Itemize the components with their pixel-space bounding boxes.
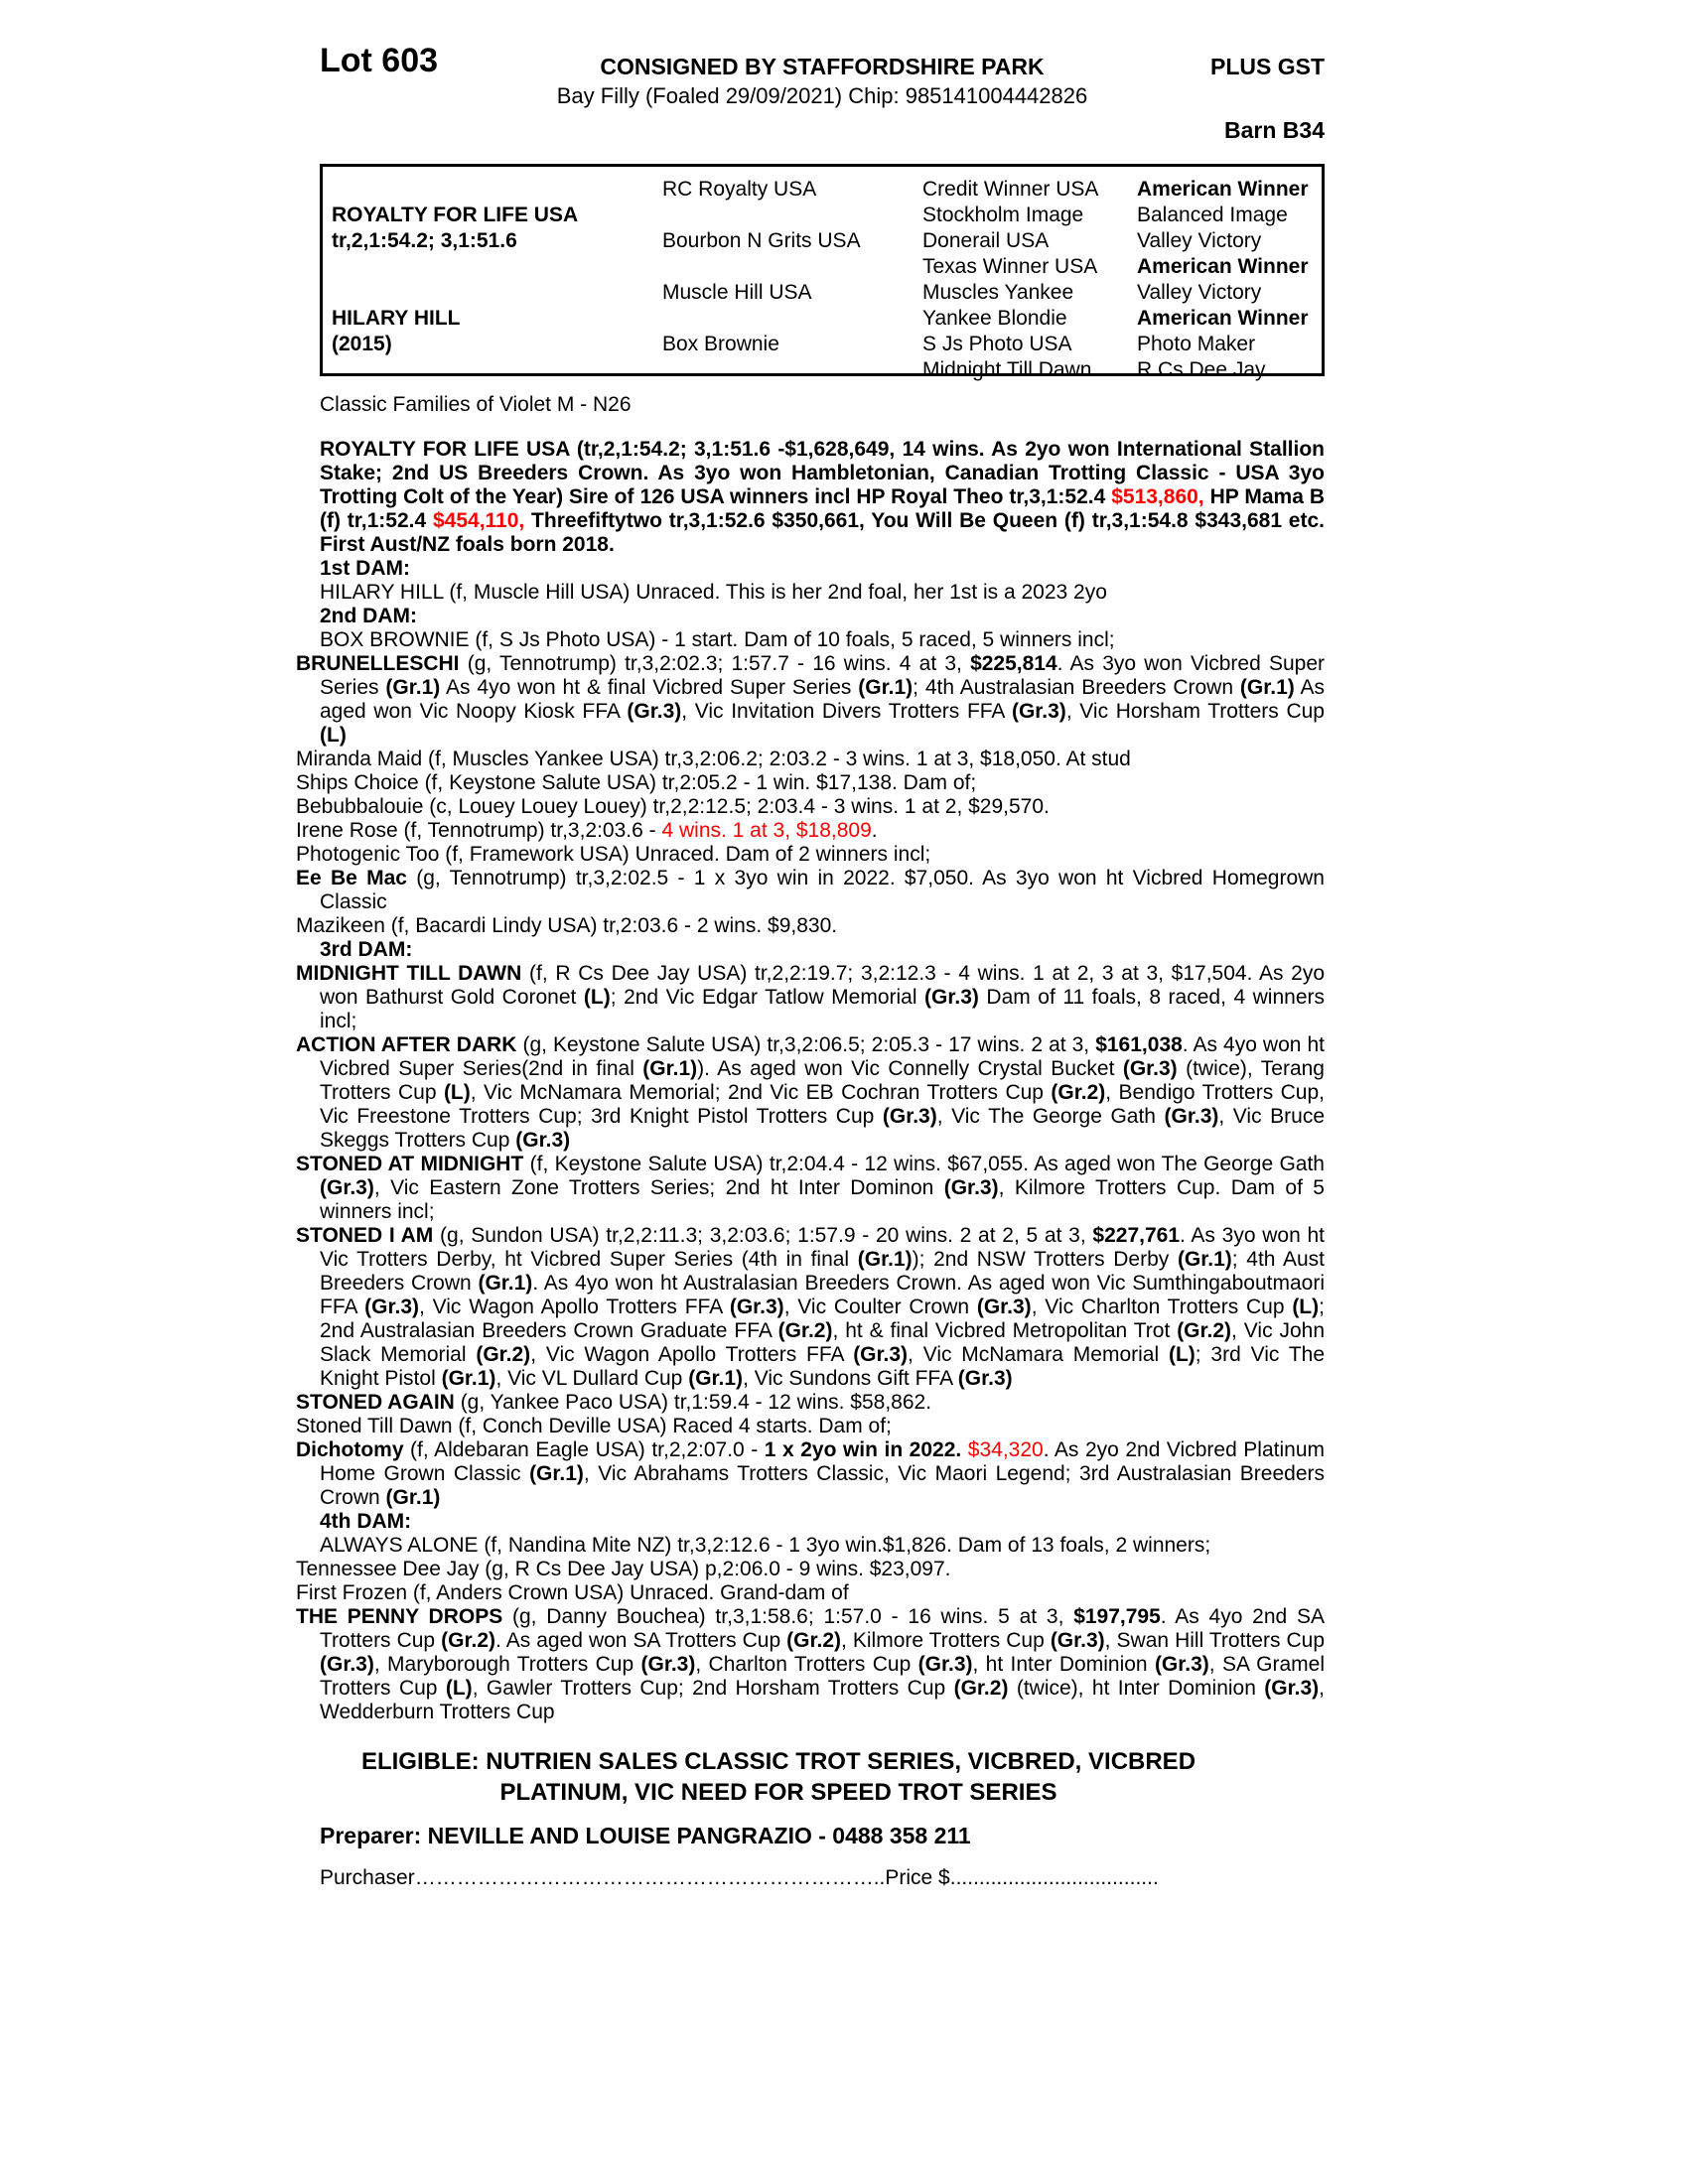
- dam3-heading: [320, 938, 1325, 962]
- bold-text: Ee Be Mac: [296, 867, 407, 889]
- text-run: . As 2yo 2nd Vicbred Platinum Home Grown Classic: [320, 1438, 1325, 1485]
- bold-text: (Gr.2): [1177, 1319, 1232, 1342]
- bold-text: (L): [1168, 1343, 1196, 1366]
- text-run: . As 4yo 2nd SA Trotters Cup: [320, 1605, 1325, 1652]
- text-run: , Swan Hill Trotters Cup: [1104, 1629, 1325, 1652]
- bold-text: (Gr.3): [917, 1653, 973, 1676]
- text-run: , Vic Bruce Skeggs Trotters Cup: [320, 1105, 1325, 1152]
- progeny-irene-rose: [296, 819, 1325, 843]
- bold-text: Dichotomy: [296, 1438, 404, 1461]
- bold-text: (Gr.1): [478, 1272, 533, 1295]
- dam1-heading: [320, 557, 1325, 581]
- bold-text: STONED AT MIDNIGHT: [296, 1153, 524, 1175]
- bold-text: (L): [1292, 1296, 1320, 1318]
- text-run: Irene Rose (f, Tennotrump) tr,3,2:03.6 -: [296, 819, 662, 842]
- text-run: . As 3yo won ht Vic Trotters Derby, ht Vicbred Super Series (4th in final: [320, 1224, 1326, 1271]
- progeny-the-penny-drops: [296, 1605, 1326, 1724]
- text-run: (twice), Terang Trotters Cup: [320, 1057, 1325, 1104]
- bold-text: $161,038: [1095, 1033, 1183, 1056]
- text-run: , Vic Charlton Trotters Cup: [1031, 1296, 1293, 1318]
- bold-text: (Gr.1): [1239, 676, 1295, 699]
- dam3-entry: [296, 962, 1326, 1033]
- gen4-ancestor: Valley Victory: [1137, 229, 1262, 252]
- gen4-ancestor: American Winner: [1137, 255, 1309, 278]
- sire-summary: [320, 438, 1325, 557]
- text-run: ). As aged won Vic Connelly Crystal Bucket: [697, 1057, 1123, 1080]
- eligibility-line-2: PLATINUM, VIC NEED FOR SPEED TROT SERIES: [499, 1779, 1057, 1806]
- text-run: Photogenic Too (f, Framework USA) Unraced. Dam of 2 winners incl;: [296, 843, 931, 866]
- gen2-ancestor: Muscle Hill USA: [662, 281, 812, 304]
- progeny-bebubbalouie: [296, 795, 1325, 819]
- highlighted-text: $454,110,: [432, 509, 525, 532]
- text-run: , Charlton Trotters Cup: [695, 1653, 918, 1676]
- text-run: , Bendigo Trotters Cup, Vic Freestone Trotters Cup; 3rd Knight Pistol Trotters Cup: [320, 1081, 1325, 1128]
- gen3-ancestor: Texas Winner USA: [922, 255, 1098, 278]
- bold-text: (Gr.3): [320, 1176, 374, 1199]
- text-run: (f, Keystone Salute USA) tr,2:04.4 - 12 wins. $67,055. As aged won The George Gath: [523, 1153, 1325, 1175]
- eligibility-note: [320, 1746, 1237, 1808]
- preparer-line: Preparer: NEVILLE AND LOUISE PANGRAZIO - 0488 358 211: [320, 1823, 971, 1848]
- bold-text: BRUNELLESCHI: [296, 652, 460, 675]
- progeny-ee-be-mac: [296, 867, 1325, 914]
- progeny-dichotomy: [296, 1438, 1325, 1510]
- text-run: , Maryborough Trotters Cup: [373, 1653, 641, 1676]
- gen2-ancestor: Box Brownie: [662, 333, 779, 355]
- dam1-entry: [320, 581, 1325, 605]
- barn-number: Barn B34: [1224, 117, 1325, 143]
- bold-text: (Gr.1): [858, 676, 914, 699]
- text-run: , Vic Abrahams Trotters Classic, Vic Maori Legend; 3rd Australasian Breeders Crown: [320, 1462, 1325, 1509]
- highlighted-text: $34,320: [967, 1438, 1044, 1461]
- text-run: , Vic Eastern Zone Trotters Series; 2nd ht Inter Dominon: [373, 1176, 944, 1199]
- bold-text: (L): [583, 986, 611, 1009]
- text-run: Bebubbalouie (c, Louey Louey Louey) tr,2,2:12.5; 2:03.4 - 3 wins. 1 at 2, $29,570.: [296, 795, 1050, 818]
- bold-text: (Gr.2): [441, 1629, 495, 1652]
- text-run: BOX BROWNIE (f, S Js Photo USA) - 1 start. Dam of 10 foals, 5 raced, 5 winners incl;: [320, 628, 1115, 651]
- text-run: . As 4yo won ht Australasian Breeders Crown. As aged won Vic Sumthingaboutmaori FFA: [320, 1272, 1325, 1318]
- bold-text: (Gr.3): [943, 1176, 999, 1199]
- text-run: (g, Tennotrump) tr,3,2:02.5 - 1 x 3yo win in 2022. $7,050. As 3yo won ht Vicbred Homegrown Classic: [320, 867, 1325, 913]
- progeny-mazikeen: [296, 914, 1325, 938]
- progeny-stoned-till-dawn: [296, 1415, 1325, 1438]
- bold-text: (Gr.1): [1177, 1248, 1232, 1271]
- text-run: ALWAYS ALONE (f, Nandina Mite NZ) tr,3,2:12.6 - 1 3yo win.$1,826. Dam of 13 foals, 2 winners;: [320, 1534, 1211, 1557]
- text-run: ; 2nd Vic Edgar Tatlow Memorial: [610, 986, 925, 1009]
- text-run: . As aged won SA Trotters Cup: [495, 1629, 787, 1652]
- sire-name: ROYALTY FOR LIFE USA: [332, 204, 579, 226]
- dam2-heading: [320, 605, 1325, 628]
- bold-text: (Gr.3): [729, 1296, 784, 1318]
- bold-text: (Gr.1): [441, 1367, 496, 1390]
- bold-text: (Gr.3): [1050, 1629, 1105, 1652]
- bold-text: (Gr.1): [385, 676, 441, 699]
- bold-text: (Gr.2): [1051, 1081, 1106, 1104]
- progeny-brunelleschi: [296, 652, 1325, 748]
- text-run: . As 3yo won Vicbred Super Series: [320, 652, 1325, 699]
- gen3-ancestor: Donerail USA: [922, 229, 1050, 252]
- text-run: ; 4th Aust Breeders Crown: [320, 1248, 1325, 1295]
- bold-text: (Gr.3): [976, 1296, 1032, 1318]
- bold-text: (Gr.3): [1264, 1677, 1320, 1700]
- text-run: (f, R Cs Dee Jay USA) tr,2,2:19.7; 3,2:12.3 - 4 wins. 1 at 2, 3 at 3, $17,504. As 2yo won Bathurst Gold Coronet: [320, 962, 1326, 1009]
- dam2-entry: [320, 628, 1325, 652]
- bold-text: (Gr.3): [320, 1653, 374, 1676]
- text-run: , Vic McNamara Memorial; 2nd Vic EB Cochran Trotters Cup: [470, 1081, 1052, 1104]
- text-run: (g, Yankee Paco USA) tr,1:59.4 - 12 wins. $58,862.: [454, 1391, 932, 1414]
- dam-year: (2015): [332, 333, 392, 355]
- consignor-title: CONSIGNED BY STAFFORDSHIRE PARK: [600, 54, 1045, 79]
- bold-text: STONED I AM: [296, 1224, 434, 1247]
- text-run: .: [871, 819, 878, 842]
- bold-text: (Gr.2): [953, 1677, 1009, 1700]
- text-run: Ships Choice (f, Keystone Salute USA) tr,2:05.2 - 1 win. $17,138. Dam of;: [296, 771, 977, 794]
- eligibility-line-1: ELIGIBLE: NUTRIEN SALES CLASSIC TROT SERIES, VICBRED, VICBRED: [360, 1748, 1196, 1775]
- dam4-entry: [320, 1534, 1325, 1558]
- text-run: , Vic Invitation Divers Trotters FFA: [681, 700, 1012, 723]
- bold-text: 4th DAM:: [320, 1510, 412, 1533]
- bold-text: 2nd DAM:: [320, 605, 417, 627]
- bold-text: $227,761: [1092, 1224, 1181, 1247]
- bold-text: Threefiftytwo tr,3,1:52.6 $350,661, You Will Be Queen (f) tr,3,1:54.8 $343,681 etc. First Aust/NZ foals born 2018.: [320, 509, 1325, 556]
- foal-description: Bay Filly (Foaled 29/09/2021) Chip: 985141004442826: [556, 83, 1088, 108]
- bold-text: (Gr.3): [515, 1129, 571, 1152]
- bold-text: (Gr.3): [1154, 1653, 1209, 1676]
- sire-record: tr,2,1:54.2; 3,1:51.6: [332, 229, 517, 252]
- gen3-ancestor: Credit Winner USA: [922, 178, 1099, 201]
- bold-text: (Gr.3): [364, 1296, 419, 1318]
- text-run: , Gawler Trotters Cup; 2nd Horsham Trotters Cup: [472, 1677, 954, 1700]
- lot-number: Lot 603: [320, 42, 439, 79]
- bold-text: (Gr.3): [627, 700, 682, 723]
- text-run: , Vic VL Dullard Cup: [495, 1367, 689, 1390]
- gen3-ancestor: Midnight Till Dawn: [922, 358, 1092, 381]
- gen4-ancestor: Photo Maker: [1137, 333, 1256, 355]
- bold-text: (Gr.1): [529, 1462, 584, 1485]
- gen2-ancestor: RC Royalty USA: [662, 178, 817, 201]
- text-run: , ht Inter Dominion: [972, 1653, 1155, 1676]
- bold-text: (L): [443, 1081, 471, 1104]
- bold-text: $225,814: [970, 652, 1057, 675]
- body-text: [296, 438, 1326, 1724]
- text-run: , Vic McNamara Memorial: [908, 1343, 1169, 1366]
- text-run: (twice), ht Inter Dominion: [1008, 1677, 1265, 1700]
- progeny-photogenic-too: [296, 843, 1325, 867]
- family-note: Classic Families of Violet M - N26: [320, 393, 632, 416]
- gen2-ancestor: Bourbon N Grits USA: [662, 229, 861, 252]
- bold-text: (Gr.3): [640, 1653, 696, 1676]
- text-run: , Vic Wagon Apollo Trotters FFA: [530, 1343, 854, 1366]
- progeny-tennessee-dee-jay: [296, 1558, 1325, 1581]
- bold-text: (Gr.3): [924, 986, 979, 1009]
- progeny-stoned-again: [296, 1391, 1325, 1415]
- dam4-heading: [320, 1510, 1325, 1534]
- gen4-ancestor: Valley Victory: [1137, 281, 1262, 304]
- bold-text: (Gr.1): [857, 1248, 913, 1271]
- gen3-ancestor: S Js Photo USA: [922, 333, 1072, 355]
- bold-text: ACTION AFTER DARK: [296, 1033, 517, 1056]
- purchaser-line: Purchaser…………………………………………………………..Price $....................................: [320, 1866, 1159, 1889]
- bold-text: (Gr.1): [688, 1367, 744, 1390]
- progeny-stoned-at-midnight: [296, 1153, 1325, 1224]
- bold-text: $197,795: [1073, 1605, 1161, 1628]
- text-run: As aged won Vic Noopy Kiosk FFA: [320, 676, 1325, 723]
- text-run: ; 4th Australasian Breeders Crown: [913, 676, 1240, 699]
- bold-text: (Gr.3): [853, 1343, 909, 1366]
- page-header: [320, 0, 1325, 164]
- bold-text: (Gr.3): [1164, 1105, 1219, 1128]
- progeny-miranda-maid: [296, 748, 1325, 771]
- bold-text: (Gr.2): [476, 1343, 531, 1366]
- text-run: , Vic Wagon Apollo Trotters FFA: [419, 1296, 730, 1318]
- bold-text: (L): [445, 1677, 473, 1700]
- text-run: Miranda Maid (f, Muscles Yankee USA) tr,3,2:06.2; 2:03.2 - 3 wins. 1 at 3, $18,050. At stud: [296, 748, 1131, 770]
- text-run: , ht & final Vicbred Metropolitan Trot: [832, 1319, 1178, 1342]
- text-run: (g, Sundon USA) tr,2,2:11.3; 3,2:03.6; 1:57.9 - 20 wins. 2 at 2, 5 at 3,: [433, 1224, 1093, 1247]
- text-run: (g, Tennotrump) tr,3,2:02.3; 1:57.7 - 16 wins. 4 at 3,: [459, 652, 971, 675]
- text-run: , Kilmore Trotters Cup: [841, 1629, 1051, 1652]
- text-run: (g, Keystone Salute USA) tr,3,2:06.5; 2:05.3 - 17 wins. 2 at 3,: [516, 1033, 1096, 1056]
- gst-note: PLUS GST: [1209, 54, 1325, 79]
- gen4-ancestor: American Winner: [1137, 307, 1309, 330]
- text-run: , Wedderburn Trotters Cup: [320, 1677, 1325, 1723]
- text-run: ); 2nd NSW Trotters Derby: [912, 1248, 1178, 1271]
- text-run: First Frozen (f, Anders Crown USA) Unraced. Grand-dam of: [296, 1581, 849, 1604]
- gen3-ancestor: Yankee Blondie: [922, 307, 1067, 330]
- bold-text: 1st DAM:: [320, 557, 411, 580]
- bold-text: (Gr.2): [786, 1629, 841, 1652]
- bold-text: (Gr.3): [1011, 700, 1066, 723]
- bold-text: (L): [320, 724, 347, 747]
- text-run: As 4yo won ht & final Vicbred Super Series: [440, 676, 859, 699]
- text-run: ; 2nd Australasian Breeders Crown Graduate FFA: [320, 1296, 1325, 1342]
- text-run: Tennessee Dee Jay (g, R Cs Dee Jay USA) p,2:06.0 - 9 wins. $23,097.: [296, 1558, 951, 1580]
- text-run: HILARY HILL (f, Muscle Hill USA) Unraced. This is her 2nd foal, her 1st is a 2023 2yo: [320, 581, 1107, 604]
- pedigree-table: [320, 164, 1325, 381]
- bold-text: MIDNIGHT TILL DAWN: [296, 962, 522, 985]
- bold-text: (Gr.2): [777, 1319, 833, 1342]
- text-run: (f, Aldebaran Eagle USA) tr,2,2:07.0 -: [403, 1438, 765, 1461]
- text-run: , Vic Sundons Gift FFA: [743, 1367, 958, 1390]
- bold-text: 3rd DAM:: [320, 938, 413, 961]
- progeny-first-frozen: [296, 1581, 1325, 1605]
- text-run: ; 3rd Vic The Knight Pistol: [320, 1343, 1325, 1390]
- bold-text: (Gr.3): [1122, 1057, 1178, 1080]
- highlighted-text: 4 wins. 1 at 3, $18,809: [661, 819, 872, 842]
- bold-text: (Gr.3): [882, 1105, 937, 1128]
- gen4-ancestor: American Winner: [1137, 178, 1309, 201]
- bold-text: THE PENNY DROPS: [296, 1605, 503, 1628]
- text-run: . As 4yo won ht Vicbred Super Series(2nd in final: [320, 1033, 1325, 1080]
- bold-text: HP Mama B (f) tr,1:52.4: [320, 485, 1325, 532]
- bold-text: ROYALTY FOR LIFE USA (tr,2,1:54.2; 3,1:51.6 -$1,628,649, 14 wins. As 2yo won International Stallion Stake; 2nd US Breeders Crown. As 3yo won Hambletonian, Canadian Trotting Classic - USA 3yo Trotting Colt of the Year) Sire of 126 USA winners incl HP Royal Theo tr,3,1:52.4: [320, 438, 1325, 508]
- text-run: , Vic John Slack Memorial: [320, 1319, 1326, 1366]
- bold-text: 1 x 2yo win in 2022.: [764, 1438, 962, 1461]
- dam-name: HILARY HILL: [332, 307, 461, 330]
- text-run: , Kilmore Trotters Cup. Dam of 5 winners incl;: [320, 1176, 1325, 1223]
- bold-text: (Gr.3): [957, 1367, 1013, 1390]
- text-run: Dam of 11 foals, 8 raced, 4 winners incl;: [320, 986, 1326, 1032]
- gen3-ancestor: Stockholm Image: [922, 204, 1084, 226]
- bold-text: (Gr.1): [385, 1486, 441, 1509]
- progeny-ships-choice: [296, 771, 1325, 795]
- progeny-stoned-i-am: [296, 1224, 1326, 1391]
- text-run: , Vic Coulter Crown: [783, 1296, 977, 1318]
- text-run: , Vic Horsham Trotters Cup: [1065, 700, 1325, 723]
- progeny-action-after-dark: [296, 1033, 1325, 1153]
- gen4-ancestor: R Cs Dee Jay: [1137, 358, 1266, 381]
- highlighted-text: $513,860,: [1111, 485, 1204, 508]
- text-run: , SA Gramel Trotters Cup: [320, 1653, 1326, 1700]
- text-run: , Vic The George Gath: [936, 1105, 1165, 1128]
- bold-text: (Gr.1): [642, 1057, 698, 1080]
- gen3-ancestor: Muscles Yankee: [922, 281, 1074, 304]
- bold-text: STONED AGAIN: [296, 1391, 455, 1414]
- text-run: Stoned Till Dawn (f, Conch Deville USA) Raced 4 starts. Dam of;: [296, 1415, 892, 1437]
- text-run: Mazikeen (f, Bacardi Lindy USA) tr,2:03.6 - 2 wins. $9,830.: [296, 914, 838, 937]
- text-run: (g, Danny Bouchea) tr,3,1:58.6; 1:57.0 - 16 wins. 5 at 3,: [502, 1605, 1074, 1628]
- gen4-ancestor: Balanced Image: [1137, 204, 1288, 226]
- catalog-page: [296, 0, 1326, 1890]
